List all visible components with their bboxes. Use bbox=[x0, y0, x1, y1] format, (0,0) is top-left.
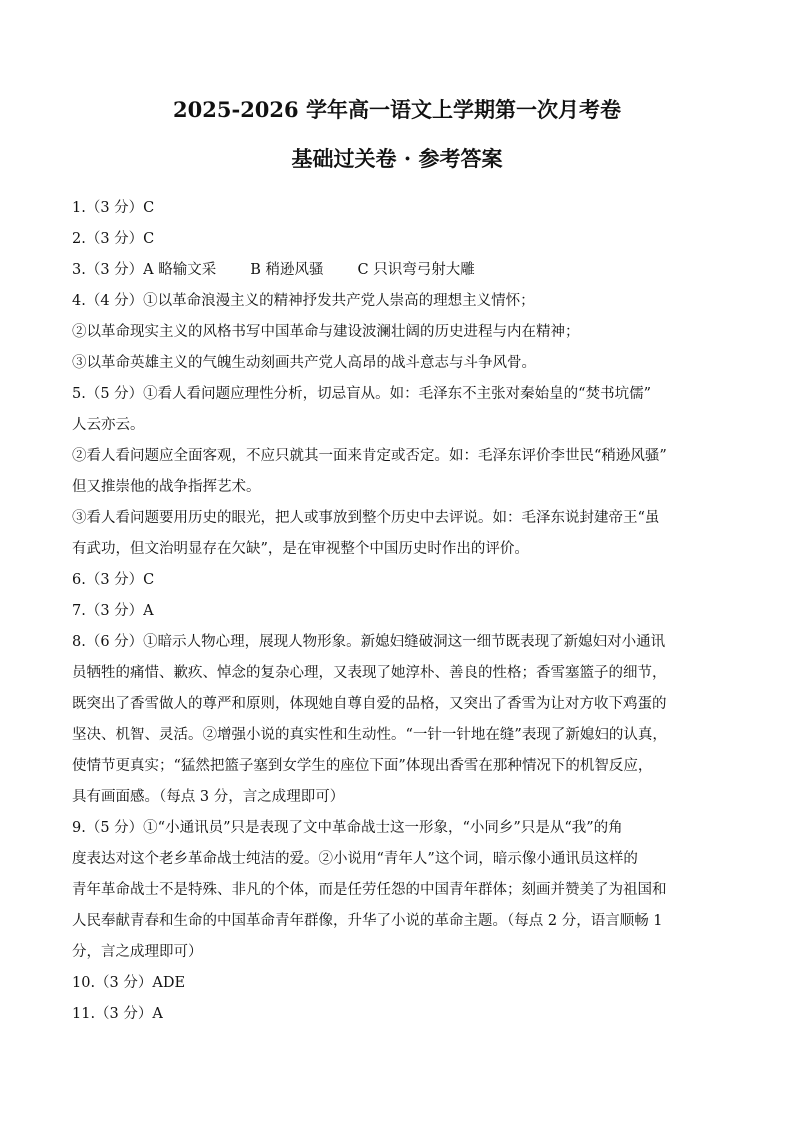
answer-q4-line: ③以革命英雄主义的气魄生动刻画共产党人高昂的战斗意志与斗争风骨。 bbox=[72, 355, 536, 371]
answer-q9-line: 9.（5 分）①“小通讯员”只是表现了文中革命战士这一形象，“小同乡”只是从“我”的角 bbox=[72, 820, 623, 836]
answer-q5-line: 但又推崇他的战争指挥艺术。 bbox=[72, 479, 261, 495]
answer-q9-line: 青年革命战士不是特殊、非凡的个体，而是任劳任怨的中国青年群体；刻画并赞美了为祖国和 bbox=[72, 882, 667, 898]
answer-q1: 1.（3 分）C bbox=[72, 200, 155, 216]
answer-q8-line: 8.（6 分）①暗示人物心理，展现人物形象。新媳妇缝破洞这一细节既表现了新媳妇对小通讯 bbox=[72, 634, 666, 650]
answer-q3-c: C 只识弯弓射大雕 bbox=[357, 262, 475, 278]
answer-q8-line: 使情节更真实；“猛然把篮子塞到女学生的座位下面”体现出香雪在那种情况下的机智反应， bbox=[72, 758, 653, 774]
answer-q5-line: 有武功，但文治明显存在欠缺”，是在审视整个中国历史时作出的评价。 bbox=[72, 541, 529, 557]
answer-q9-line: 分，言之成理即可） bbox=[72, 944, 203, 960]
answer-q3-a: 3.（3 分）A 略输文采 bbox=[72, 262, 217, 278]
answer-q5-line: ②看人看问题应全面客观，不应只就其一面来肯定或否定。如：毛泽东评价李世民“稍逊风骚” bbox=[72, 448, 667, 464]
answer-q8-line: 坚决、机智、灵活。②增强小说的真实性和生动性。“一针一针地在缝”表现了新媳妇的认真， bbox=[72, 727, 667, 743]
answer-q3 bbox=[72, 255, 732, 286]
answer-q7: 7.（3 分）A bbox=[72, 603, 154, 619]
answer-q11: 11.（3 分）A bbox=[72, 1006, 163, 1022]
answer-q6: 6.（3 分）C bbox=[72, 572, 155, 588]
answer-q9-line: 人民奉献青春和生命的中国革命青年群像，升华了小说的革命主题。（每点 2 分，语言顺畅 1 bbox=[72, 913, 663, 929]
answer-q2: 2.（3 分）C bbox=[72, 231, 155, 247]
answer-q10: 10.（3 分）ADE bbox=[72, 975, 186, 991]
answer-q4-line: 4.（4 分）①以革命浪漫主义的精神抒发共产党人崇高的理想主义情怀； bbox=[72, 293, 535, 309]
answer-q4-line: ②以革命现实主义的风格书写中国革命与建设波澜壮阔的历史进程与内在精神； bbox=[72, 324, 580, 340]
answer-q8-line: 员牺牲的痛惜、歉疚、悼念的复杂心理，又表现了她淳朴、善良的性格；香雪塞篮子的细节， bbox=[72, 665, 667, 681]
answer-q5-line: 5.（5 分）①看人看问题应理性分析，切忌盲从。如：毛泽东不主张对秦始皇的“焚书坑儒” bbox=[72, 386, 651, 402]
answer-q8-line: 具有画面感。（每点 3 分，言之成理即可） bbox=[72, 789, 345, 805]
answer-list bbox=[72, 193, 732, 1030]
document-subtitle: 基础过关卷 · 参考答案 bbox=[291, 146, 503, 171]
answer-q9-line: 度表达对这个老乡革命战士纯洁的爱。②小说用“青年人”这个词，暗示像小通讯员这样的 bbox=[72, 851, 638, 867]
answer-q5-line: 人云亦云。 bbox=[72, 417, 145, 433]
answer-q3-b: B 稍逊风骚 bbox=[250, 262, 324, 278]
document-title: 2025-2026 学年高一语文上学期第一次月考卷 bbox=[173, 97, 621, 122]
answer-q8-line: 既突出了香雪做人的尊严和原则，体现她自尊自爱的品格，又突出了香雪为让对方收下鸡蛋的 bbox=[72, 696, 667, 712]
answer-q5-line: ③看人看问题要用历史的眼光，把人或事放到整个历史中去评说。如：毛泽东说封建帝王“虽 bbox=[72, 510, 660, 526]
